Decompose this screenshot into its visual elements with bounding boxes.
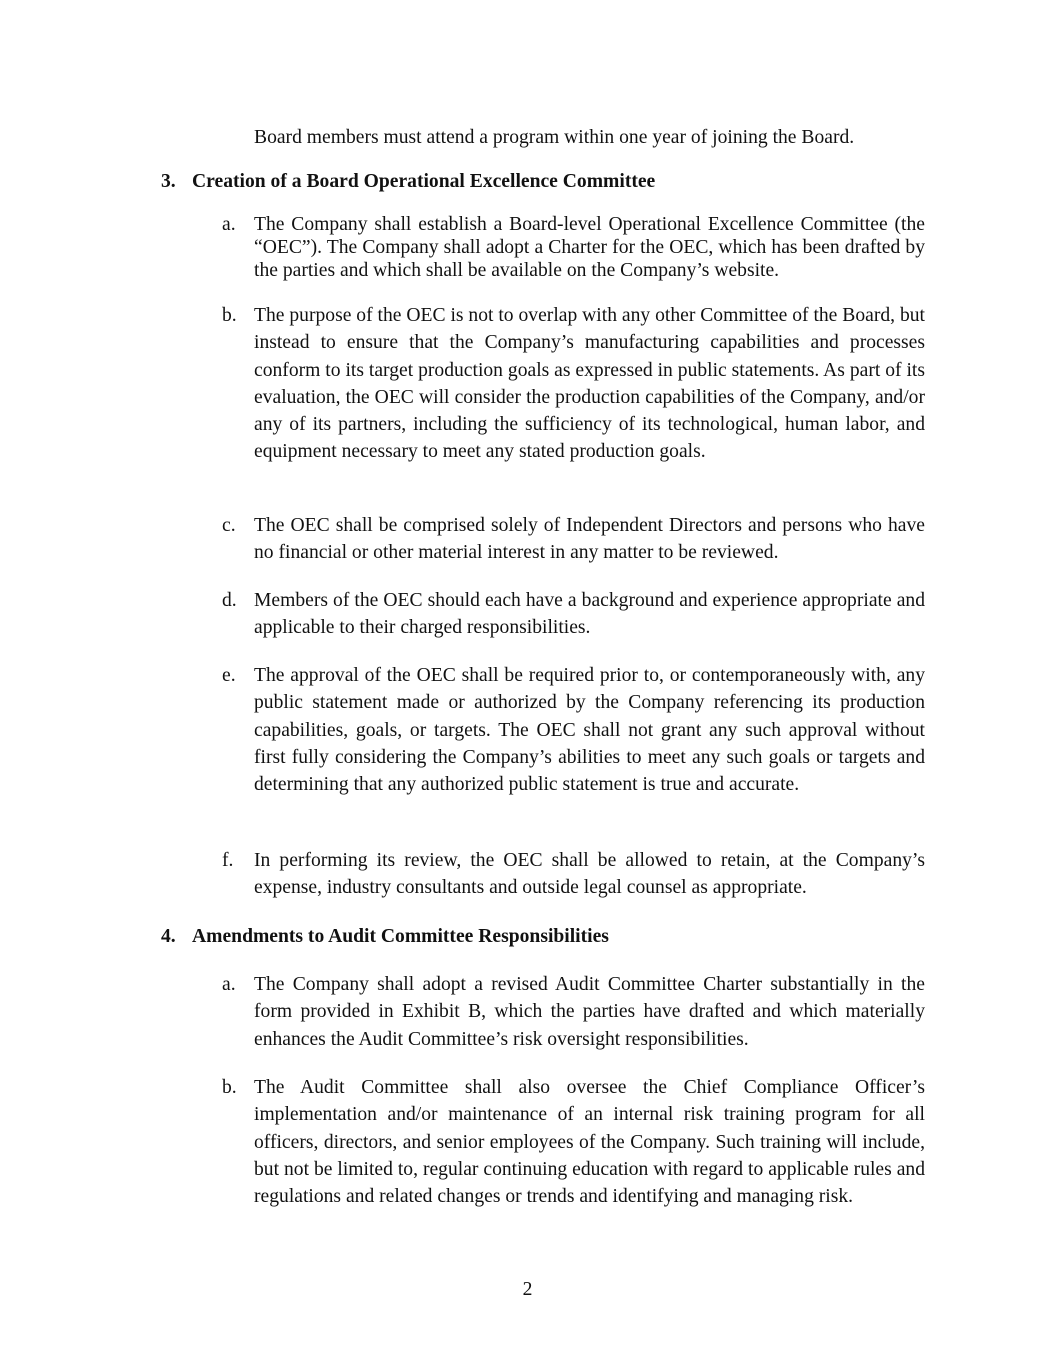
item-text: The purpose of the OEC is not to overlap with any other Committee of the Board, but instead to ensure that the Company’s manufacturing capabilities and processes conform to its target production goals as expressed in public statements. As part of its evaluation, the OEC will consider the production capabilities of the Company, and/or any of its partners, including the sufficiency of its technological, human labor, and equipment necessary to meet any stated production goals. [254, 305, 925, 463]
item-text: Members of the OEC should each have a background and experience appropriate and applicable to their charged responsibilities. [254, 590, 925, 639]
item-text: The approval of the OEC shall be required prior to, or contemporaneously with, any public statement made or authorized by the Company referencing its production capabilities, goals, or targets. The OEC shall not grant any such approval without first fully considering the Company’s abilities to meet any such goals or targets and determining that any authorized public statement is true and accurate. [254, 665, 925, 796]
section-title: Creation of a Board Operational Excellence Committee [192, 171, 656, 192]
item-letter: c. [222, 515, 236, 536]
item-letter: a. [222, 214, 236, 235]
item-text: The Audit Committee shall also oversee the Chief Compliance Officer’s implementation and/or maintenance of an internal risk training program for all officers, directors, and senior employees of the Company. Such training will include, but not be limited to, regular continuing education with regard to applicable rules and regulations and related changes or trends and identifying and managing risk. [254, 1077, 925, 1208]
section-title: Amendments to Audit Committee Responsibilities [192, 926, 609, 947]
section-number: 3. [161, 171, 176, 192]
item-text: In performing its review, the OEC shall be allowed to retain, at the Company’s expense, industry consultants and outside legal counsel as appropriate. [254, 850, 925, 899]
item-letter: f. [222, 850, 234, 871]
item-letter: b. [222, 305, 237, 326]
item-letter: e. [222, 665, 236, 686]
section-number: 4. [161, 926, 176, 947]
item-letter: b. [222, 1077, 237, 1098]
item-text: The Company shall establish a Board-level Operational Excellence Committee (the “OEC”). The Company shall adopt a Charter for the OEC, which has been drafted by the parties and which shall be available on the Company’s website. [254, 214, 925, 281]
item-letter: a. [222, 974, 236, 995]
item-text: The Company shall adopt a revised Audit Committee Charter substantially in the form provided in Exhibit B, which the parties have drafted and which materially enhances the Audit Committee’s risk oversight responsibilities. [254, 974, 925, 1050]
item-letter: d. [222, 590, 237, 611]
page-number: 2 [522, 1279, 533, 1300]
continuation-paragraph: Board members must attend a program within one year of joining the Board. [254, 127, 855, 148]
item-text: The OEC shall be comprised solely of Independent Directors and persons who have no financial or other material interest in any matter to be reviewed. [254, 515, 925, 564]
